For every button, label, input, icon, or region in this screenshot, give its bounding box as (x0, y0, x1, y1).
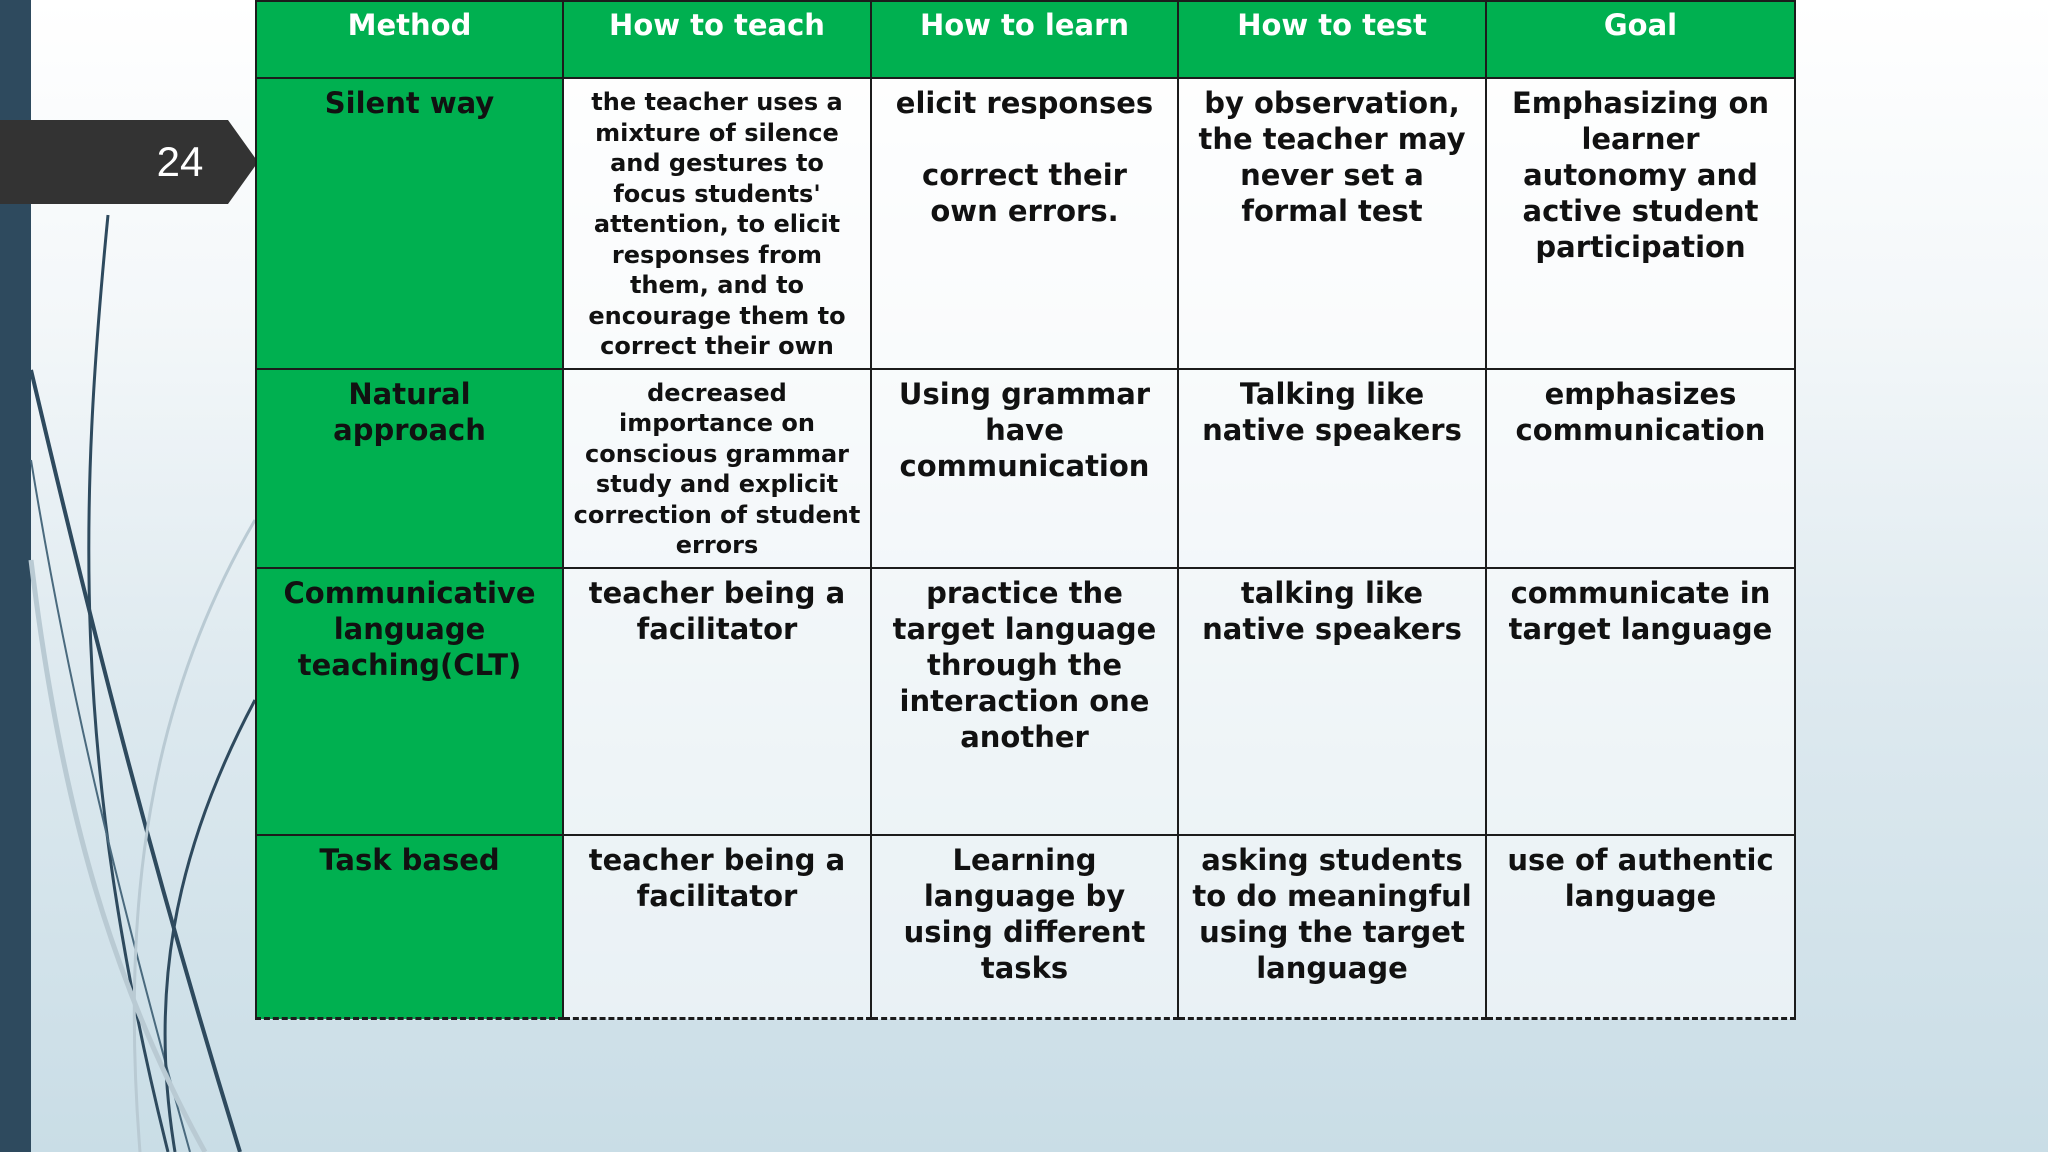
test-cell: talking like native speakers (1178, 568, 1486, 835)
teach-cell: teacher being a facilitator (563, 835, 871, 1019)
header-how-to-test: How to test (1178, 1, 1486, 78)
learn-cell: Using grammar have communication (871, 369, 1178, 568)
header-how-to-learn: How to learn (871, 1, 1178, 78)
table-row (256, 835, 1795, 1019)
method-cell: Task based (256, 835, 563, 1019)
test-cell: asking students to do meaningful using the target language (1178, 835, 1486, 1019)
goal-cell: communicate in target language (1486, 568, 1795, 835)
table-row (256, 568, 1795, 835)
goal-cell: emphasizes communication (1486, 369, 1795, 568)
method-cell: Communicative language teaching(CLT) (256, 568, 563, 835)
table-row (256, 78, 1795, 369)
method-cell: Natural approach (256, 369, 563, 568)
learn-cell (871, 78, 1178, 369)
method-cell: Silent way (256, 78, 563, 369)
learn-cell: practice the target language through the interaction one another (871, 568, 1178, 835)
teach-cell: the teacher uses a mixture of silence and gestures to focus students' attention, to elicit responses from them, and to encourage them to correct their own (563, 78, 871, 369)
goal-cell: Emphasizing on learner autonomy and active student participation (1486, 78, 1795, 369)
slide-number: 24 (156, 138, 204, 185)
header-how-to-teach: How to teach (563, 1, 871, 78)
learn-cell-line: correct their own errors. (922, 158, 1127, 228)
learn-cell: Learning language by using different tasks (871, 835, 1178, 1019)
teach-cell: decreased importance on conscious grammar study and explicit correction of student errors (563, 369, 871, 568)
methods-comparison-table (255, 0, 1796, 1020)
header-goal: Goal (1486, 1, 1795, 78)
table-header-row (256, 1, 1795, 78)
teach-cell: teacher being a facilitator (563, 568, 871, 835)
test-cell: Talking like native speakers (1178, 369, 1486, 568)
test-cell: by observation, the teacher may never set a formal test (1178, 78, 1486, 369)
table-row (256, 369, 1795, 568)
goal-cell: use of authentic language (1486, 835, 1795, 1019)
header-method: Method (256, 1, 563, 78)
learn-cell-line: elicit responses (895, 86, 1154, 120)
